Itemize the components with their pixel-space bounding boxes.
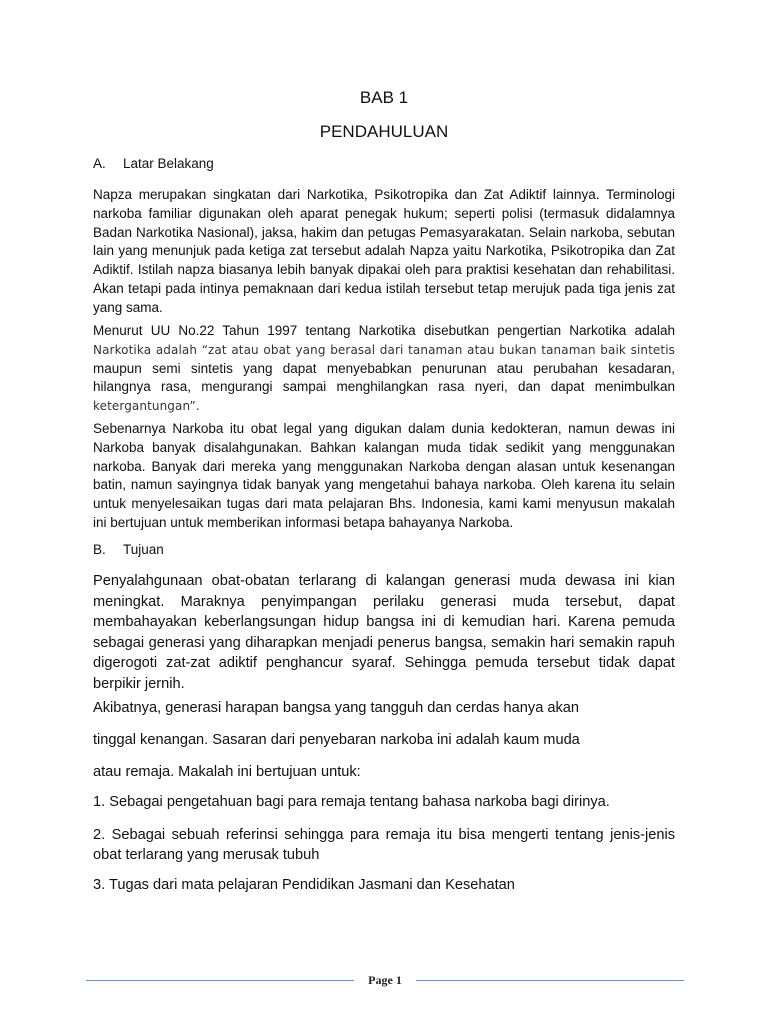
section-a-paragraph-1: Napza merupakan singkatan dari Narkotika, Psikotropika dan Zat Adiktif lainnya. Terminologi narkoba familiar digunakan oleh aparat penegak hukum; seperti polisi (termasuk didalamnya Badan Narkotika Nasional), jaksa, hakim dan petugas Pemasyarakatan. Selain narkoba, sebutan lain yang menunjuk pada ketiga zat tersebut adalah Napza yaitu Narkotika, Psikotropika dan Zat Adiktif. Istilah napza biasanya lebih banyak dipakai oleh para praktisi kesehatan dan rehabilitasi. Akan tetapi pada intinya pemaknaan dari kedua istilah tersebut tetap merujuk pada tiga jenis zat yang sama. bbox=[93, 187, 675, 315]
paragraph-2-line-4: hilangnya rasa, mengurangi sampai menghilangkan rasa nyeri, dan dapat menimbulkan bbox=[93, 379, 675, 395]
section-a-heading bbox=[93, 155, 214, 173]
section-a-paragraph-3: Sebenarnya Narkoba itu obat legal yang digukan dalam dunia kedokteran, namun dewas ini Narkoba banyak disalahgunakan. Bahkan kalangan muda tidak sedikit yang menggunakan narkoba. Banyak dari mereka yang menggunakan Narkoba dengan alasan untuk kesenangan batin, namun sayingnya tidak banyak yang mengetahui bahaya narkoba. Oleh karena itu selain untuk menyelesaikan tugas dari mata pelajaran Bhs. Indonesia, kami kami menyusun makalah ini bertujuan untuk memberikan informasi betapa bahayanya Narkoba. bbox=[93, 421, 675, 530]
page-footer bbox=[86, 970, 684, 990]
list-item: 2. Sebagai sebuah referinsi sehingga para remaja itu bisa mengerti tentang jenis-jenis obat terlarang yang merusak tubuh bbox=[93, 827, 675, 863]
paragraph-2-line-2: Narkotika adalah “zat atau obat yang berasal dari tanaman atau bukan tanaman baik sintetis bbox=[93, 342, 675, 357]
section-b-heading bbox=[93, 541, 164, 559]
page-number: Page 1 bbox=[368, 973, 402, 987]
section-b-line-2: tinggal kenangan. Sasaran dari penyebaran narkoba ini adalah kaum muda bbox=[93, 732, 580, 748]
section-b-label: Tujuan bbox=[123, 542, 164, 557]
section-b-line-1: Akibatnya, generasi harapan bangsa yang tangguh dan cerdas hanya akan bbox=[93, 700, 580, 716]
chapter-heading: BAB 1 bbox=[359, 88, 409, 107]
section-b-paragraph-1: Penyalahgunaan obat-obatan terlarang di kalangan generasi muda dewasa ini kian meningkat. Maraknya penyimpangan perilaku generasi muda tersebut, dapat membahayakan keberlangsungan hidup bangsa ini di kemudian hari. Karena pemuda sebagai generasi yang diharapkan menjadi penerus bangsa, semakin hari semakin rapuh digerogoti zat-zat adiktif penghancur syaraf. Sehingga pemuda tersebut tidak dapat berpikir jernih. bbox=[93, 573, 675, 692]
chapter-title: PENDAHULUAN bbox=[319, 122, 449, 141]
paragraph-2-line-3: maupun semi sintetis yang dapat menyebabkan penurunan atau perubahan kesadaran, bbox=[93, 360, 675, 376]
list-item: 1. Sebagai pengetahuan bagi para remaja tentang bahasa narkoba bagi dirinya. bbox=[93, 794, 610, 810]
list-item: 3. Tugas dari mata pelajaran Pendidikan Jasmani dan Kesehatan bbox=[93, 877, 515, 893]
section-b-line-3: atau remaja. Makalah ini bertujuan untuk: bbox=[93, 764, 361, 780]
paragraph-2-line-5: ketergantungan”. bbox=[93, 399, 200, 414]
paragraph-2-line-1: Menurut UU No.22 Tahun 1997 tentang Narkotika disebutkan pengertian Narkotika adalah bbox=[93, 323, 675, 338]
section-a-number: A. bbox=[93, 156, 106, 171]
footer-rule-left bbox=[86, 980, 354, 981]
footer-rule-right bbox=[416, 980, 684, 981]
section-a-paragraph-2 bbox=[93, 322, 675, 416]
section-b-number: B. bbox=[93, 542, 106, 557]
section-a-label: Latar Belakang bbox=[123, 156, 214, 171]
